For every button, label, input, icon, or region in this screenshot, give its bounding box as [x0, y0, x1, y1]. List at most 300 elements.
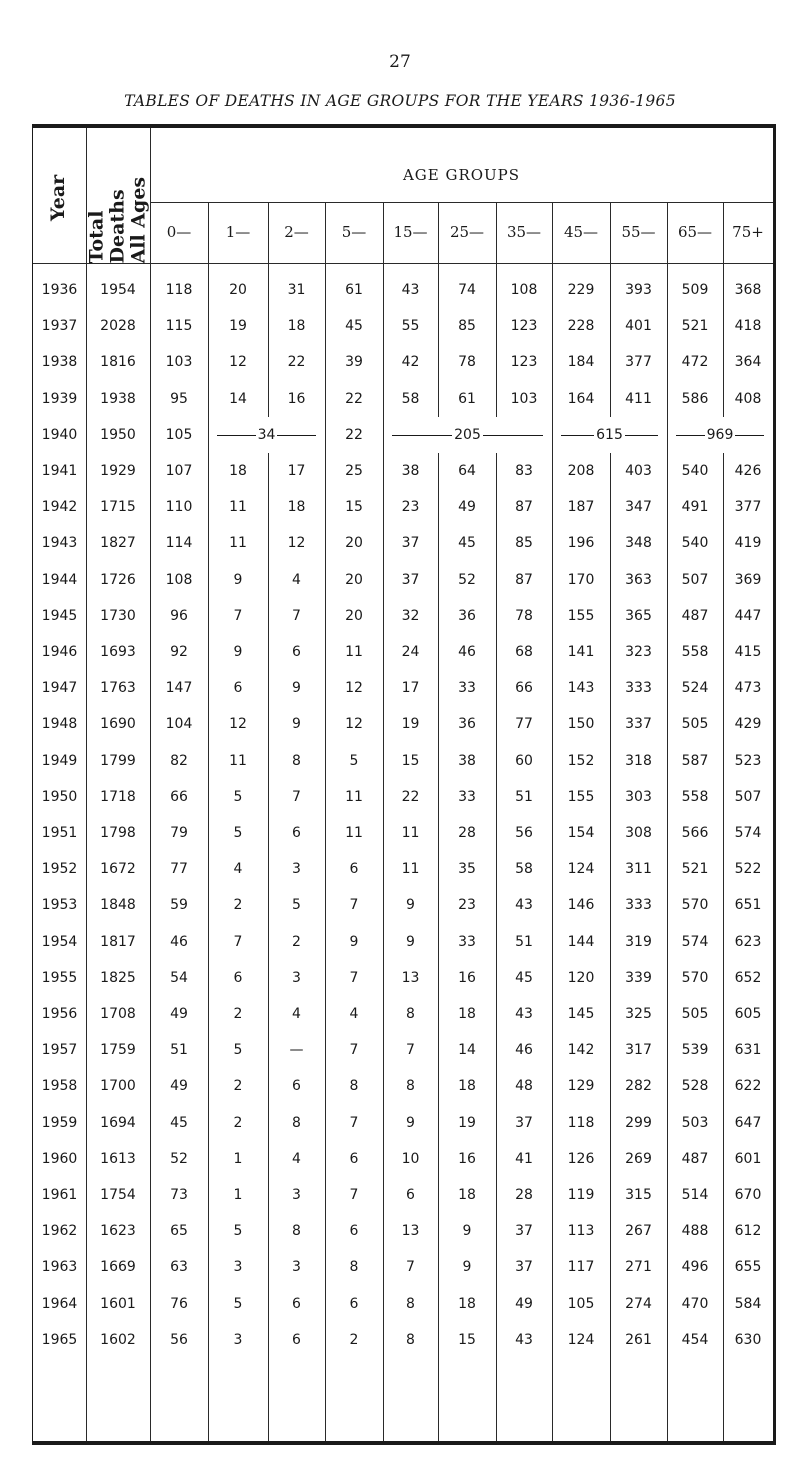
year-cell: 1953: [41, 897, 78, 913]
value-cell: 601: [734, 1151, 762, 1167]
value-cell: 3: [292, 1187, 301, 1203]
value-cell: 36: [458, 716, 476, 732]
value-cell: 9: [292, 680, 301, 696]
value-cell: 143: [567, 680, 595, 696]
value-cell: 46: [458, 644, 476, 660]
value-cell: 6: [349, 1223, 359, 1239]
value-cell: 505: [681, 1006, 709, 1022]
total-cell: 1954: [100, 282, 136, 298]
value-cell: 426: [734, 463, 762, 479]
value-cell: 13: [401, 1223, 420, 1239]
value-cell: 77: [170, 861, 188, 877]
value-cell: 74: [458, 282, 476, 298]
value-cell: 155: [567, 608, 595, 624]
value-cell: 141: [567, 644, 595, 660]
value-cell: 49: [170, 1078, 188, 1094]
value-cell: 187: [567, 499, 595, 515]
merged-value: 34: [257, 427, 276, 443]
total-cell: 1754: [100, 1187, 136, 1203]
total-cell: 1715: [100, 499, 136, 515]
year-cell: 1951: [41, 825, 78, 841]
value-cell: 487: [681, 608, 709, 624]
value-cell: 19: [229, 318, 247, 334]
year-cell: 1952: [41, 861, 78, 877]
value-cell: 114: [165, 535, 193, 551]
value-cell: 78: [515, 608, 533, 624]
value-cell: 7: [233, 608, 243, 624]
value-cell: 38: [458, 753, 476, 769]
total-cell: 1798: [100, 825, 136, 841]
span-dash: [483, 435, 543, 436]
value-cell: 337: [625, 716, 652, 732]
value-cell: 11: [401, 825, 420, 841]
value-cell: 49: [170, 1006, 188, 1022]
total-cell: 1938: [100, 391, 136, 407]
value-cell: 92: [170, 644, 188, 660]
total-cell: 1848: [100, 897, 136, 913]
value-cell: 6: [233, 970, 243, 986]
value-cell: 454: [681, 1332, 709, 1348]
value-cell: 124: [567, 861, 595, 877]
value-cell: 5: [233, 1042, 243, 1058]
value-cell: 76: [170, 1296, 188, 1312]
value-cell: 38: [401, 463, 420, 479]
value-cell: 540: [681, 463, 709, 479]
value-cell: 83: [515, 463, 533, 479]
value-cell: 87: [515, 572, 533, 588]
value-cell: 299: [625, 1115, 652, 1131]
value-cell: 12: [229, 354, 247, 370]
value-cell: 20: [345, 572, 363, 588]
value-cell: 6: [349, 861, 359, 877]
value-cell: 7: [406, 1042, 415, 1058]
value-cell: 323: [625, 644, 652, 660]
year-cell: 1939: [41, 391, 78, 407]
value-cell: 37: [515, 1115, 533, 1131]
total-cell: 1718: [100, 789, 136, 805]
value-cell: 155: [567, 789, 595, 805]
year-cell: 1954: [41, 934, 78, 950]
value-cell: 170: [567, 572, 595, 588]
value-cell: 377: [734, 499, 762, 515]
value-cell: 118: [165, 282, 193, 298]
year-cell: 1947: [41, 680, 78, 696]
merged-cell: [668, 417, 772, 453]
value-cell: 622: [734, 1078, 762, 1094]
year-cell: 1949: [41, 753, 78, 769]
value-cell: 521: [681, 861, 709, 877]
age-groups-header: AGE GROUPS: [402, 166, 521, 184]
merged-cell: [384, 417, 551, 453]
merged-value: 969: [706, 427, 734, 443]
value-cell: 51: [515, 934, 533, 950]
value-cell: 7: [292, 789, 301, 805]
value-cell: 123: [510, 318, 538, 334]
value-cell: 95: [170, 391, 188, 407]
total-cell: 1601: [100, 1296, 136, 1312]
value-cell: 308: [625, 825, 652, 841]
year-cell: 1957: [41, 1042, 78, 1058]
value-cell: 8: [406, 1332, 415, 1348]
year-cell: 1944: [41, 572, 78, 588]
value-cell: 37: [401, 535, 420, 551]
total-header-line: All Ages: [127, 176, 150, 264]
value-cell: 369: [734, 572, 762, 588]
value-cell: 61: [458, 391, 476, 407]
value-cell: 146: [567, 897, 595, 913]
value-cell: 8: [406, 1006, 415, 1022]
value-cell: 311: [625, 861, 652, 877]
value-cell: 12: [229, 716, 247, 732]
value-cell: 2: [233, 1078, 243, 1094]
value-cell: 540: [681, 535, 709, 551]
value-cell: 521: [681, 318, 709, 334]
age-group-label: 35—: [506, 223, 542, 241]
value-cell: 419: [734, 535, 762, 551]
value-cell: 110: [165, 499, 193, 515]
value-cell: 77: [515, 716, 533, 732]
value-cell: 651: [734, 897, 762, 913]
year-cell: 1945: [41, 608, 78, 624]
total-cell: 1700: [100, 1078, 136, 1094]
value-cell: 45: [458, 535, 476, 551]
value-cell: —: [289, 1042, 304, 1058]
value-cell: 377: [625, 354, 652, 370]
value-cell: 6: [233, 680, 243, 696]
value-cell: 411: [625, 391, 652, 407]
value-cell: 5: [233, 789, 243, 805]
value-cell: 18: [229, 463, 247, 479]
value-cell: 9: [406, 934, 415, 950]
total-cell: 1816: [100, 354, 136, 370]
total-cell: 1602: [100, 1332, 136, 1348]
value-cell: 52: [170, 1151, 188, 1167]
value-cell: 282: [625, 1078, 652, 1094]
value-cell: 103: [510, 391, 538, 407]
value-cell: 119: [567, 1187, 595, 1203]
value-cell: 558: [681, 644, 709, 660]
value-cell: 8: [349, 1078, 359, 1094]
value-cell: 7: [349, 897, 359, 913]
value-cell: 45: [515, 970, 533, 986]
value-cell: 491: [681, 499, 709, 515]
value-cell: 18: [458, 1078, 476, 1094]
value-cell: 6: [292, 825, 301, 841]
value-cell: 4: [292, 1006, 301, 1022]
year-cell: 1941: [41, 463, 78, 479]
value-cell: 415: [734, 644, 762, 660]
value-cell: 271: [625, 1259, 652, 1275]
value-cell: 303: [625, 789, 652, 805]
value-cell: 9: [233, 644, 243, 660]
year-cell: 1965: [41, 1332, 78, 1348]
value-cell: 41: [515, 1151, 533, 1167]
value-cell: 36: [458, 608, 476, 624]
value-cell: 514: [681, 1187, 709, 1203]
value-cell: 196: [567, 535, 595, 551]
value-cell: 117: [567, 1259, 595, 1275]
value-cell: 16: [458, 970, 476, 986]
year-cell: 1960: [41, 1151, 78, 1167]
value-cell: 15: [345, 499, 363, 515]
total-cell: 2028: [100, 318, 136, 334]
value-cell: 655: [734, 1259, 762, 1275]
merged-cell: [553, 417, 666, 453]
value-cell: 9: [349, 934, 359, 950]
value-cell: 22: [345, 391, 363, 407]
total-cell: 1929: [100, 463, 136, 479]
value-cell: 14: [229, 391, 247, 407]
total-cell: 1817: [100, 934, 136, 950]
merged-cell: [209, 417, 324, 453]
value-cell: 393: [625, 282, 652, 298]
value-cell: 7: [349, 970, 359, 986]
value-cell: 472: [681, 354, 709, 370]
value-cell: 208: [567, 463, 595, 479]
value-cell: 15: [401, 753, 420, 769]
age-group-label: 5—: [341, 223, 367, 241]
value-cell: 315: [625, 1187, 652, 1203]
value-cell: 7: [292, 608, 301, 624]
value-cell: 108: [165, 572, 193, 588]
total-cell: 1730: [100, 608, 136, 624]
value-cell: 142: [567, 1042, 595, 1058]
year-cell: 1940: [41, 427, 78, 443]
value-cell: 113: [567, 1223, 595, 1239]
value-cell: 118: [567, 1115, 595, 1131]
age-group-label: 0—: [166, 223, 192, 241]
value-cell: 23: [458, 897, 476, 913]
span-dash: [392, 435, 452, 436]
total-cell: 1827: [100, 535, 136, 551]
span-dash: [277, 435, 316, 436]
value-cell: 18: [458, 1187, 476, 1203]
total-cell: 1726: [100, 572, 136, 588]
value-cell: 5: [292, 897, 301, 913]
value-cell: 1: [233, 1187, 243, 1203]
value-cell: 15: [458, 1332, 476, 1348]
value-cell: 22: [401, 789, 420, 805]
value-cell: 11: [401, 861, 420, 877]
value-cell: 4: [292, 1151, 301, 1167]
total-cell: 1759: [100, 1042, 136, 1058]
total-cell: 1825: [100, 970, 136, 986]
value-cell: 623: [734, 934, 762, 950]
value-cell: 78: [458, 354, 476, 370]
value-cell: 18: [287, 499, 306, 515]
value-cell: 147: [165, 680, 193, 696]
value-cell: 487: [681, 1151, 709, 1167]
value-cell: 66: [170, 789, 188, 805]
value-cell: 1: [233, 1151, 243, 1167]
value-cell: 8: [349, 1259, 359, 1275]
value-cell: 418: [734, 318, 762, 334]
value-cell: 43: [401, 282, 420, 298]
value-cell: 13: [401, 970, 420, 986]
span-dash: [625, 435, 658, 436]
value-cell: 7: [349, 1187, 359, 1203]
value-cell: 2: [292, 934, 301, 950]
value-cell: 22: [287, 354, 306, 370]
value-cell: 45: [170, 1115, 188, 1131]
total-cell: 1690: [100, 716, 136, 732]
total-cell: 1693: [100, 644, 136, 660]
total-cell: 1950: [100, 427, 136, 443]
value-cell: 605: [734, 1006, 762, 1022]
value-cell: 33: [458, 934, 476, 950]
value-cell: 261: [625, 1332, 652, 1348]
value-cell: 103: [165, 354, 193, 370]
total-cell: 1708: [100, 1006, 136, 1022]
value-cell: 12: [287, 535, 306, 551]
year-cell: 1962: [41, 1223, 78, 1239]
value-cell: 105: [165, 427, 193, 443]
value-cell: 154: [567, 825, 595, 841]
total-header-line: Total: [85, 210, 108, 264]
year-cell: 1958: [41, 1078, 78, 1094]
value-cell: 54: [170, 970, 188, 986]
value-cell: 11: [229, 535, 247, 551]
value-cell: 368: [734, 282, 762, 298]
value-cell: 3: [292, 1259, 301, 1275]
value-cell: 7: [406, 1259, 415, 1275]
total-cell: 1669: [100, 1259, 136, 1275]
total-cell: 1613: [100, 1151, 136, 1167]
value-cell: 28: [458, 825, 476, 841]
merged-value: 615: [596, 427, 623, 443]
value-cell: 9: [406, 897, 415, 913]
value-cell: 25: [345, 463, 363, 479]
value-cell: 22: [345, 427, 363, 443]
value-cell: 120: [567, 970, 595, 986]
value-cell: 3: [233, 1259, 243, 1275]
value-cell: 11: [229, 499, 247, 515]
age-group-label: 1—: [225, 223, 251, 241]
value-cell: 6: [292, 1332, 301, 1348]
value-cell: 2: [233, 897, 243, 913]
value-cell: 49: [515, 1296, 533, 1312]
value-cell: 107: [165, 463, 193, 479]
value-cell: 19: [401, 716, 420, 732]
value-cell: 16: [458, 1151, 476, 1167]
value-cell: 325: [625, 1006, 652, 1022]
value-cell: 269: [625, 1151, 652, 1167]
value-cell: 96: [170, 608, 188, 624]
value-cell: 58: [515, 861, 533, 877]
value-cell: 11: [345, 789, 363, 805]
value-cell: 528: [681, 1078, 709, 1094]
value-cell: 43: [515, 1332, 533, 1348]
age-group-label: 25—: [449, 223, 485, 241]
value-cell: 56: [170, 1332, 188, 1348]
value-cell: 12: [345, 716, 363, 732]
value-cell: 37: [515, 1223, 533, 1239]
total-cell: 1672: [100, 861, 136, 877]
value-cell: 58: [401, 391, 420, 407]
value-cell: 18: [287, 318, 306, 334]
year-cell: 1946: [41, 644, 78, 660]
value-cell: 670: [734, 1187, 762, 1203]
age-group-label: 75+: [732, 223, 764, 241]
value-cell: 60: [515, 753, 533, 769]
value-cell: 631: [734, 1042, 762, 1058]
value-cell: 647: [734, 1115, 762, 1131]
value-cell: 55: [401, 318, 420, 334]
value-cell: 6: [349, 1151, 359, 1167]
value-cell: 8: [406, 1078, 415, 1094]
total-cell: 1623: [100, 1223, 136, 1239]
value-cell: 48: [515, 1078, 533, 1094]
value-cell: 473: [734, 680, 762, 696]
value-cell: 37: [515, 1259, 533, 1275]
value-cell: 2: [233, 1006, 243, 1022]
value-cell: 363: [625, 572, 652, 588]
value-cell: 32: [401, 608, 420, 624]
value-cell: 401: [625, 318, 652, 334]
value-cell: 4: [233, 861, 243, 877]
value-cell: 23: [401, 499, 420, 515]
value-cell: 33: [458, 680, 476, 696]
year-cell: 1938: [41, 354, 78, 370]
value-cell: 570: [681, 897, 709, 913]
value-cell: 20: [345, 535, 363, 551]
year-cell: 1964: [41, 1296, 78, 1312]
value-cell: 65: [170, 1223, 188, 1239]
value-cell: 145: [567, 1006, 595, 1022]
value-cell: 24: [401, 644, 420, 660]
value-cell: 8: [292, 1223, 301, 1239]
value-cell: 35: [458, 861, 476, 877]
value-cell: 46: [515, 1042, 533, 1058]
value-cell: 558: [681, 789, 709, 805]
value-cell: 68: [515, 644, 533, 660]
age-group-label: 2—: [284, 223, 309, 241]
value-cell: 17: [287, 463, 306, 479]
value-cell: 630: [734, 1332, 762, 1348]
header-rule: [150, 202, 773, 203]
value-cell: 229: [567, 282, 595, 298]
value-cell: 18: [458, 1296, 476, 1312]
value-cell: 8: [292, 1115, 301, 1131]
value-cell: 7: [349, 1042, 359, 1058]
year-cell: 1961: [41, 1187, 78, 1203]
value-cell: 164: [567, 391, 595, 407]
value-cell: 16: [287, 391, 306, 407]
merged-value: 205: [454, 427, 481, 443]
value-cell: 488: [681, 1223, 709, 1239]
value-cell: 66: [515, 680, 533, 696]
value-cell: 5: [233, 1223, 243, 1239]
value-cell: 505: [681, 716, 709, 732]
value-cell: 33: [458, 789, 476, 805]
value-cell: 11: [229, 753, 247, 769]
value-cell: 51: [170, 1042, 188, 1058]
value-cell: 12: [345, 680, 363, 696]
value-cell: 4: [292, 572, 301, 588]
total-cell: 1799: [100, 753, 136, 769]
total-deaths-header: [87, 134, 150, 264]
total-cell: 1763: [100, 680, 136, 696]
value-cell: 523: [734, 753, 762, 769]
value-cell: 105: [567, 1296, 595, 1312]
value-cell: 6: [292, 644, 301, 660]
year-cell: 1948: [41, 716, 78, 732]
value-cell: 3: [292, 861, 301, 877]
value-cell: 7: [349, 1115, 359, 1131]
value-cell: 503: [681, 1115, 709, 1131]
value-cell: 85: [515, 535, 533, 551]
value-cell: 4: [349, 1006, 359, 1022]
